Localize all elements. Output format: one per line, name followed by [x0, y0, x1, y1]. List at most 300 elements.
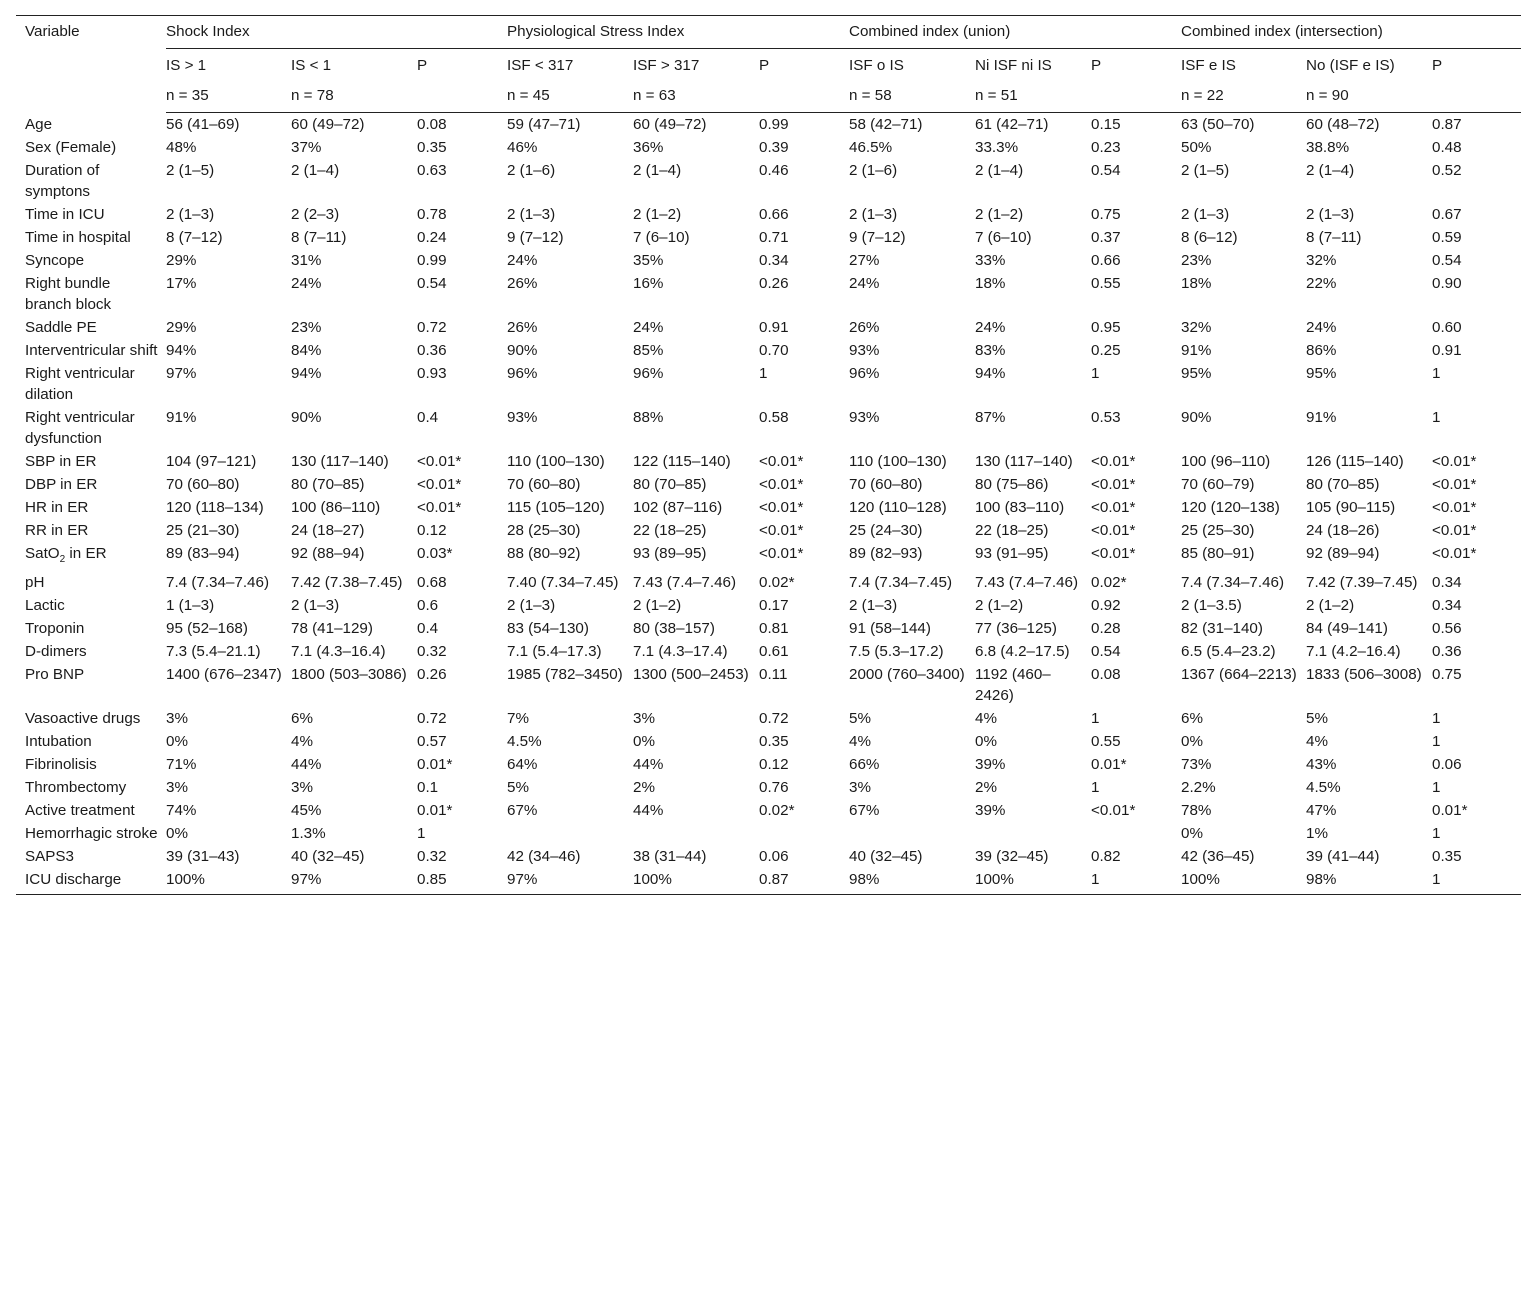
p-value-cell: 0.57: [417, 733, 447, 751]
group-combined-union: Combined index (union): [849, 16, 1181, 49]
value-cell: 6%: [291, 710, 313, 728]
row-label: Age: [25, 115, 53, 133]
p-value-cell: 0.28: [1091, 620, 1121, 638]
row-label: Active treatment: [25, 802, 135, 820]
value-cell: 22%: [1306, 275, 1337, 292]
value-cell: 28 (25–30): [507, 522, 581, 539]
group-header-row: [16, 16, 1521, 49]
value-cell: 4%: [291, 733, 313, 751]
value-cell: 2 (1–2): [633, 597, 682, 615]
p-value-cell: 0.02*: [759, 574, 795, 592]
p-value-cell: <0.01*: [759, 522, 804, 539]
value-cell: 89 (82–93): [849, 545, 923, 562]
value-cell: 17%: [166, 275, 197, 292]
table-row: [16, 822, 1521, 845]
p-value-cell: 0.23: [1091, 139, 1121, 156]
p-value-cell: 0.87: [759, 868, 849, 895]
value-cell: 4.5%: [1306, 779, 1341, 797]
p-value-cell: 0.72: [417, 319, 447, 336]
value-cell: 2 (1–3.5): [1181, 597, 1242, 615]
value-cell: 47%: [1306, 802, 1337, 820]
value-cell: 120 (118–134): [166, 499, 264, 516]
value-cell: 1833 (506–3008): [1306, 666, 1422, 684]
p-value-cell: 0.17: [759, 597, 789, 615]
sample-size-cell: n = 22: [1181, 82, 1306, 113]
value-cell: 46.5%: [849, 139, 893, 156]
row-label-text: SatO: [25, 545, 60, 562]
value-cell: 39%: [975, 756, 1006, 774]
value-cell: 2 (1–4): [975, 162, 1024, 179]
p-value-cell: 1: [1091, 779, 1100, 797]
p-value-cell: 0.48: [1432, 139, 1462, 156]
row-label: RR in ER: [25, 522, 89, 539]
table-row: [16, 203, 1521, 226]
value-cell: 95%: [1306, 365, 1337, 382]
table-row: [16, 707, 1521, 730]
value-cell: 6.5 (5.4–23.2): [1181, 643, 1276, 661]
p-value-cell: 0.6: [417, 597, 439, 615]
value-cell: 24%: [291, 275, 322, 292]
row-label: Pro BNP: [25, 666, 85, 684]
value-cell: 22 (18–25): [633, 522, 707, 539]
table-row: [16, 316, 1521, 339]
p-value-cell: <0.01*: [1432, 453, 1477, 470]
value-cell: 100 (86–110): [291, 499, 381, 516]
value-cell: 22 (18–25): [975, 522, 1049, 539]
value-cell: 2 (1–3): [849, 206, 898, 223]
value-cell: 70 (60–80): [166, 476, 240, 493]
table-row: [16, 776, 1521, 799]
p-value-cell: 0.06: [759, 848, 789, 866]
p-value-cell: 0.66: [1091, 252, 1121, 269]
value-cell: 92 (88–94): [291, 545, 365, 562]
value-cell: 89 (83–94): [166, 545, 240, 562]
value-cell: 115 (105–120): [507, 499, 605, 516]
p-value-cell: 0.85: [417, 868, 507, 895]
value-cell: 2 (1–3): [849, 597, 898, 615]
value-cell: 1300 (500–2453): [633, 666, 749, 684]
value-cell: 35%: [633, 252, 664, 269]
value-cell: 78 (41–129): [291, 620, 373, 638]
value-cell: 7.40 (7.34–7.45): [507, 574, 619, 592]
p-value-cell: 0.60: [1432, 319, 1462, 336]
value-cell: 93%: [849, 342, 880, 359]
value-cell: 86%: [1306, 342, 1337, 359]
group-physiological-stress-index: Physiological Stress Index: [507, 16, 849, 49]
p-value-cell: <0.01*: [759, 545, 804, 562]
p-value-cell: 0.63: [417, 162, 447, 179]
p-value-cell: 1: [1432, 365, 1441, 382]
p-value-cell: 0.90: [1432, 275, 1462, 292]
value-cell: 25 (25–30): [1181, 522, 1255, 539]
value-cell: 91 (58–144): [849, 620, 931, 638]
value-cell: 122 (115–140): [633, 453, 731, 470]
p-value-cell: 0.11: [759, 666, 788, 684]
p-value-cell: 0.70: [759, 342, 789, 359]
sample-size-cell: n = 58: [849, 82, 975, 113]
subheader-cell: IS > 1: [166, 57, 207, 74]
value-cell: 100%: [1181, 868, 1306, 895]
value-cell: 98%: [849, 868, 975, 895]
p-value-cell: 0.34: [759, 252, 789, 269]
value-cell: 120 (110–128): [849, 499, 947, 516]
value-cell: 1800 (503–3086): [291, 666, 407, 684]
row-label: Right ventricular dilation: [25, 365, 135, 403]
value-cell: 18%: [975, 275, 1006, 292]
value-cell: 2%: [633, 779, 655, 797]
value-cell: 7.5 (5.3–17.2): [849, 643, 944, 661]
value-cell: 2 (1–3): [1181, 206, 1230, 223]
value-cell: 39 (31–43): [166, 848, 240, 866]
p-value-cell: 0.99: [759, 116, 789, 133]
value-cell: 45%: [291, 802, 322, 820]
value-cell: 96%: [507, 365, 538, 382]
p-value-cell: <0.01*: [1432, 476, 1477, 493]
value-cell: 3%: [633, 710, 655, 728]
value-cell: 25 (21–30): [166, 522, 240, 539]
value-cell: 96%: [849, 365, 880, 382]
value-cell: 18%: [1181, 275, 1212, 292]
row-label: Right ventricular dysfunction: [25, 409, 135, 447]
value-cell: 1192 (460–2426): [975, 666, 1051, 705]
p-value-cell: 0.26: [417, 666, 447, 684]
group-shock-index: Shock Index: [166, 16, 507, 49]
value-cell: 0%: [633, 733, 655, 751]
value-cell: 5%: [1306, 710, 1328, 728]
p-value-cell: <0.01*: [1091, 522, 1136, 539]
value-cell: 4%: [1306, 733, 1328, 751]
p-value-cell: 0.54: [1091, 162, 1121, 179]
row-label: SBP in ER: [25, 453, 97, 470]
row-label: Interventricular shift: [25, 342, 158, 359]
p-value-cell: 0.02*: [1091, 574, 1127, 592]
table-body: [16, 113, 1521, 895]
p-value-cell: 0.46: [759, 162, 789, 179]
p-value-cell: 1: [1432, 710, 1441, 728]
value-cell: 92 (89–94): [1306, 545, 1380, 562]
value-cell: 3%: [291, 779, 313, 797]
value-cell: 8 (7–11): [291, 229, 347, 246]
value-cell: 29%: [166, 319, 197, 336]
p-value-cell: 1: [1091, 365, 1100, 382]
p-value-cell: 0.4: [417, 620, 439, 638]
p-value-cell: [759, 822, 849, 845]
p-value-cell: 0.01*: [417, 756, 453, 774]
p-value-cell: 0.55: [1091, 275, 1121, 292]
p-value-cell: 0.95: [1091, 319, 1121, 336]
value-cell: 2 (1–5): [1181, 162, 1230, 179]
row-label: Fibrinolisis: [25, 756, 97, 774]
value-cell: 8 (7–11): [1306, 229, 1362, 246]
subheader-cell: ISF o IS: [849, 57, 904, 74]
row-label: pH: [25, 574, 45, 592]
p-value-cell: 0.54: [417, 275, 447, 292]
results-table-container: [16, 15, 1521, 895]
value-cell: 50%: [1181, 139, 1212, 156]
value-cell: 7.4 (7.34–7.46): [166, 574, 270, 592]
value-cell: 100 (96–110): [1181, 453, 1271, 470]
p-value-cell: 0.36: [417, 342, 447, 359]
table-row: [16, 753, 1521, 776]
value-cell: 100%: [975, 868, 1091, 895]
value-cell: 56 (41–69): [166, 116, 240, 133]
value-cell: 91%: [166, 409, 197, 426]
value-cell: 94%: [166, 342, 197, 359]
value-cell: 25 (24–30): [849, 522, 923, 539]
value-cell: 2 (1–2): [1306, 597, 1355, 615]
value-cell: 23%: [1181, 252, 1212, 269]
value-cell: 7.1 (4.3–16.4): [291, 643, 386, 661]
sample-size-row: [16, 82, 1521, 113]
value-cell: [507, 822, 633, 845]
value-cell: 0%: [166, 825, 188, 843]
row-label: Troponin: [25, 620, 85, 638]
value-cell: 1985 (782–3450): [507, 666, 623, 684]
row-label-tail: in ER: [65, 545, 107, 562]
value-cell: 7%: [507, 710, 529, 728]
value-cell: 37%: [291, 139, 322, 156]
value-cell: 7.43 (7.4–7.46): [633, 574, 737, 592]
subheader-cell: ISF e IS: [1181, 57, 1236, 74]
sample-size-cell: n = 78: [291, 82, 417, 113]
sample-size-cell: n = 45: [507, 82, 633, 113]
value-cell: 36%: [633, 139, 664, 156]
value-cell: [633, 822, 759, 845]
table-row: [16, 406, 1521, 450]
value-cell: 3%: [166, 779, 188, 797]
p-value-cell: 0.01*: [1091, 756, 1127, 774]
value-cell: 5%: [849, 710, 871, 728]
p-value-cell: 1: [1432, 825, 1441, 843]
table-row: [16, 542, 1521, 571]
value-cell: 33%: [975, 252, 1006, 269]
p-value-cell: 0.68: [417, 574, 447, 592]
value-cell: 105 (90–115): [1306, 499, 1396, 516]
value-cell: 24 (18–26): [1306, 522, 1380, 539]
value-cell: 85%: [633, 342, 664, 359]
p-value-cell: 0.08: [417, 116, 447, 133]
value-cell: 24%: [1306, 319, 1337, 336]
sample-size-cell: n = 63: [633, 82, 759, 113]
value-cell: 90%: [291, 409, 322, 426]
value-cell: 23%: [291, 319, 322, 336]
value-cell: 7 (6–10): [975, 229, 1032, 246]
value-cell: 7.3 (5.4–21.1): [166, 643, 261, 661]
p-value-cell: 0.26: [759, 275, 789, 292]
value-cell: 2 (2–3): [291, 206, 340, 223]
value-cell: 39 (41–44): [1306, 848, 1380, 866]
value-cell: 80 (70–85): [291, 476, 365, 493]
row-label: Sex (Female): [25, 139, 117, 156]
subheader-cell: ISF < 317: [507, 57, 574, 74]
p-value-cell: <0.01*: [1091, 476, 1136, 493]
value-cell: 44%: [291, 756, 322, 774]
value-cell: 46%: [507, 139, 538, 156]
value-cell: 40 (32–45): [849, 848, 923, 866]
value-cell: 8 (7–12): [166, 229, 223, 246]
value-cell: 95 (52–168): [166, 620, 248, 638]
value-cell: 110 (100–130): [849, 453, 947, 470]
p-value-cell: 0.37: [1091, 229, 1121, 246]
value-cell: 1%: [1306, 825, 1328, 843]
p-value-cell: 0.75: [1091, 206, 1121, 223]
p-value-cell: 0.54: [1091, 643, 1121, 661]
p-value-cell: 0.32: [417, 643, 447, 661]
value-cell: 7.1 (5.4–17.3): [507, 643, 602, 661]
p-value-cell: 0.91: [759, 319, 789, 336]
p-value-cell: 0.15: [1091, 116, 1121, 133]
table-row: [16, 362, 1521, 406]
value-cell: 60 (49–72): [633, 116, 707, 133]
p-value-cell: 0.01*: [417, 802, 453, 820]
row-label: D-dimers: [25, 643, 87, 661]
value-cell: 61 (42–71): [975, 116, 1049, 133]
p-value-cell: 0.92: [1091, 597, 1121, 615]
value-cell: 70 (60–80): [849, 476, 923, 493]
sample-size-cell: [417, 82, 507, 113]
table-row: [16, 473, 1521, 496]
p-value-cell: 0.34: [1432, 574, 1462, 592]
p-value-cell: 0.35: [759, 733, 789, 751]
value-cell: 98%: [1306, 868, 1432, 895]
value-cell: 3%: [166, 710, 188, 728]
sample-size-cell: n = 35: [166, 82, 291, 113]
row-label: Lactic: [25, 597, 65, 615]
row-label: Time in ICU: [25, 206, 105, 223]
p-value-cell: 0.82: [1091, 848, 1121, 866]
value-cell: 32%: [1306, 252, 1337, 269]
p-value-cell: 0.02*: [759, 802, 795, 820]
value-cell: 93%: [849, 409, 880, 426]
value-cell: 67%: [507, 802, 538, 820]
value-cell: 66%: [849, 756, 880, 774]
value-cell: 2 (1–2): [975, 206, 1024, 223]
value-cell: 2 (1–3): [166, 206, 215, 223]
p-value-cell: <0.01*: [417, 476, 462, 493]
value-cell: 16%: [633, 275, 664, 292]
p-value-cell: 0.55: [1091, 733, 1121, 751]
value-cell: 1400 (676–2347): [166, 666, 282, 684]
value-cell: 80 (70–85): [633, 476, 707, 493]
value-cell: 42 (34–46): [507, 848, 581, 866]
p-value-cell: 0.75: [1432, 666, 1462, 684]
value-cell: 2 (1–3): [507, 206, 556, 223]
p-value-cell: <0.01*: [417, 453, 462, 470]
p-value-cell: 1: [1432, 409, 1441, 426]
value-cell: 2 (1–2): [975, 597, 1024, 615]
value-cell: 39 (32–45): [975, 848, 1049, 866]
p-value-cell: 0.72: [417, 710, 447, 728]
value-cell: 2 (1–3): [291, 597, 340, 615]
table-row: [16, 249, 1521, 272]
value-cell: 3%: [849, 779, 871, 797]
value-cell: 44%: [633, 802, 664, 820]
value-cell: 93 (89–95): [633, 545, 707, 562]
value-cell: 100%: [166, 868, 291, 895]
p-value-cell: 1: [1091, 710, 1100, 728]
value-cell: 130 (117–140): [291, 453, 389, 470]
row-label: Right bundle branch block: [25, 275, 112, 313]
p-value-cell: 0.34: [1432, 597, 1462, 615]
value-cell: 7.1 (4.3–17.4): [633, 643, 728, 661]
value-cell: 48%: [166, 139, 197, 156]
value-cell: 70 (60–80): [507, 476, 581, 493]
value-cell: 2 (1–2): [633, 206, 682, 223]
value-cell: 4%: [849, 733, 871, 751]
p-value-cell: 0.54: [1432, 252, 1462, 269]
value-cell: 2 (1–6): [507, 162, 556, 179]
value-cell: 7.4 (7.34–7.45): [849, 574, 953, 592]
value-cell: 102 (87–116): [633, 499, 723, 516]
value-cell: 94%: [975, 365, 1006, 382]
p-value-cell: <0.01*: [1091, 499, 1136, 516]
value-cell: 29%: [166, 252, 197, 269]
value-cell: 78%: [1181, 802, 1212, 820]
p-value-cell: 1: [417, 825, 426, 843]
p-value-cell: 0.61: [759, 643, 789, 661]
value-cell: 26%: [849, 319, 880, 336]
row-label: Saddle PE: [25, 319, 97, 336]
value-cell: 2 (1–3): [507, 597, 556, 615]
value-cell: 7.4 (7.34–7.46): [1181, 574, 1285, 592]
value-cell: 1 (1–3): [166, 597, 215, 615]
value-cell: 88%: [633, 409, 664, 426]
p-value-cell: 0.24: [417, 229, 447, 246]
value-cell: 26%: [507, 319, 538, 336]
value-cell: 70 (60–79): [1181, 476, 1255, 493]
value-cell: 43%: [1306, 756, 1337, 774]
row-label: Vasoactive drugs: [25, 710, 141, 728]
table-row: [16, 339, 1521, 362]
subheader-cell: Ni ISF ni IS: [975, 57, 1052, 74]
value-cell: 97%: [166, 365, 197, 382]
value-cell: 6%: [1181, 710, 1203, 728]
value-cell: 80 (38–157): [633, 620, 715, 638]
table-header: [16, 16, 1521, 113]
value-cell: 9 (7–12): [507, 229, 564, 246]
p-value-cell: 0.35: [1432, 848, 1462, 866]
p-value-cell: 0.72: [759, 710, 789, 728]
value-cell: 5%: [507, 779, 529, 797]
value-cell: 2.2%: [1181, 779, 1216, 797]
row-label: Hemorrhagic stroke: [25, 825, 158, 843]
value-cell: 1367 (664–2213): [1181, 666, 1297, 684]
value-cell: 85 (80–91): [1181, 545, 1255, 562]
row-label: Thrombectomy: [25, 779, 127, 797]
value-cell: 2 (1–4): [633, 162, 682, 179]
row-label: ICU discharge: [16, 868, 166, 895]
table-row: [16, 640, 1521, 663]
table-row: [16, 496, 1521, 519]
value-cell: 6.8 (4.2–17.5): [975, 643, 1070, 661]
table-row: [16, 159, 1521, 203]
value-cell: 91%: [1181, 342, 1212, 359]
p-value-cell: <0.01*: [1432, 545, 1477, 562]
p-value-cell: 1: [1432, 733, 1441, 751]
value-cell: 130 (117–140): [975, 453, 1073, 470]
value-cell: 42 (36–45): [1181, 848, 1255, 866]
p-value-cell: 0.12: [759, 756, 789, 774]
value-cell: 59 (47–71): [507, 116, 581, 133]
p-value-cell: 0.78: [417, 206, 447, 223]
table-row: [16, 113, 1521, 137]
p-value-cell: 0.59: [1432, 229, 1462, 246]
p-value-cell: 0.08: [1091, 666, 1121, 684]
value-cell: 7.43 (7.4–7.46): [975, 574, 1079, 592]
value-cell: 87%: [975, 409, 1006, 426]
value-cell: 24%: [849, 275, 880, 292]
table-row: [16, 868, 1521, 895]
